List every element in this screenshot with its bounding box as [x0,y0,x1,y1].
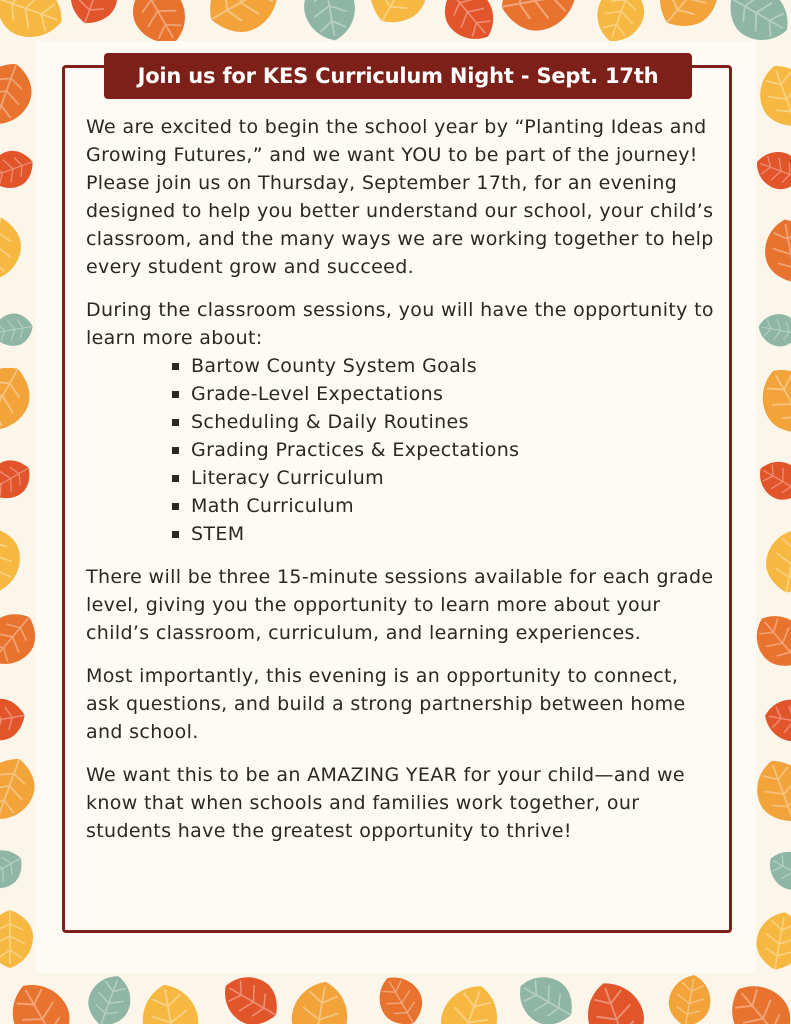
autumn-leaf-icon [0,695,28,745]
autumn-leaf-icon [214,966,287,1024]
autumn-leaf-icon [665,972,715,1024]
autumn-leaf-icon [63,0,126,31]
list-item [191,464,714,492]
topic-label: Scheduling & Daily Routines [191,411,469,433]
autumn-leaf-icon [762,695,791,745]
autumn-leaf-icon [299,0,360,45]
bullet-icon [172,531,179,538]
sessions-paragraph: There will be three 15-minute sessions available for each grade level, giving you the opportunity to learn more about your child’s classroom, curriculum, and learning experiences. [86,566,714,644]
autumn-leaf-icon [432,977,508,1024]
autumn-leaf-icon [0,144,39,194]
autumn-leaf-icon [0,213,26,285]
topic-label: Grade-Level Expectations [191,383,444,405]
topic-label: Grading Practices & Expectations [191,439,520,461]
topics-list [86,352,714,548]
list-item [191,408,714,436]
autumn-leaf-icon [0,972,82,1024]
bullet-icon [172,391,179,398]
list-item [191,380,714,408]
autumn-leaf-icon [509,966,582,1024]
autumn-leaf-icon [717,972,791,1024]
autumn-leaf-icon [0,523,25,595]
topic-label: Math Curriculum [191,495,355,517]
autumn-leaf-icon [751,145,791,195]
bullet-icon [172,447,179,454]
list-item [191,352,714,380]
autumn-leaf-icon [760,215,791,287]
autumn-leaf-icon [646,0,733,40]
topic-label: STEM [191,523,245,545]
flyer-card [36,41,756,973]
autumn-leaf-icon [137,980,203,1024]
sessions-intro-paragraph: During the classroom sessions, you will have the opportunity to learn more about: [86,299,714,349]
list-item [191,436,714,464]
connect-paragraph: Most importantly, this evening is an opportunity to connect, ask questions, and build a strong partnership between home and school. [86,665,686,743]
topic-label: Literacy Curriculum [191,467,385,489]
autumn-leaf-icon [761,525,791,597]
autumn-leaf-icon [756,311,791,350]
flyer-body [86,113,714,860]
list-item [191,520,714,548]
intro-paragraph: We are excited to begin the school year by “Planting Ideas and Growing Futures,” and we want YOU to be part of the journey! Please join us on Thursday, September 17th, for an evening designed to help you better understand our school, your child’s classroom, and the many ways we are working together to help every student grow and succeed. [86,116,714,278]
autumn-leaf-icon [751,57,791,134]
bullet-icon [172,503,179,510]
bullet-icon [172,419,179,426]
autumn-leaf-icon [578,974,654,1024]
autumn-leaf-icon [0,55,40,132]
autumn-leaf-icon [751,453,791,508]
autumn-leaf-icon [496,0,581,36]
autumn-leaf-icon [81,969,138,1024]
autumn-leaf-icon [196,0,291,45]
autumn-leaf-icon [369,968,431,1024]
autumn-leaf-icon [0,452,38,507]
autumn-leaf-icon [0,842,30,897]
bullet-icon [172,363,179,370]
flyer-title: Join us for KES Curriculum Night - Sept. 17th [104,53,692,99]
autumn-leaf-icon [358,0,441,35]
list-item [191,492,714,520]
topic-label: Bartow County System Goals [191,355,478,377]
autumn-leaf-icon [761,843,791,898]
autumn-leaf-icon [287,977,353,1024]
bullet-icon [172,475,179,482]
autumn-leaf-icon [752,908,791,973]
autumn-leaf-icon [0,910,33,968]
closing-paragraph: We want this to be an AMAZING YEAR for your child—and we know that when schools and families work together, our students have the greatest opportunity to thrive! [86,764,685,842]
autumn-leaf-icon [0,310,35,349]
